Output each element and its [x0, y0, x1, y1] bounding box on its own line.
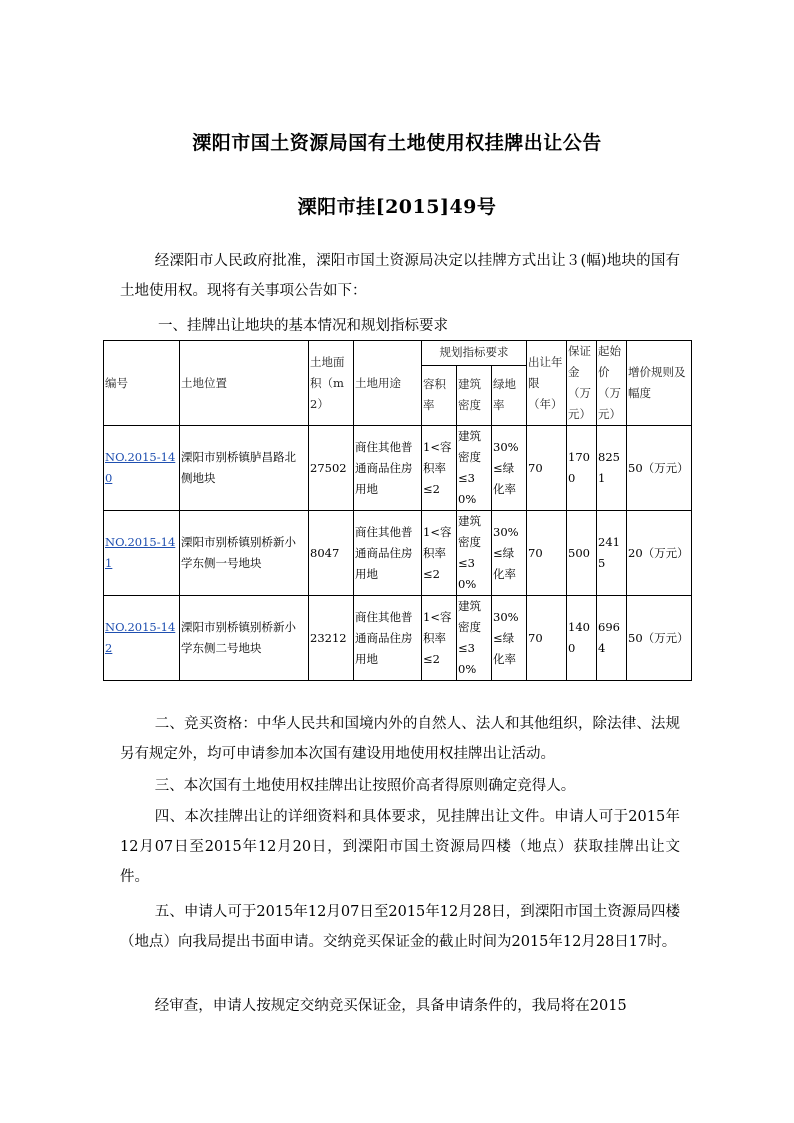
term-cell: 70 — [527, 596, 567, 681]
section-6-paragraph: 经审查，申请人按规定交纳竞买保证金，具备申请条件的，我局将在2015 — [154, 998, 627, 1014]
header-term: 出让年限（年） — [527, 341, 567, 426]
table-row — [104, 596, 692, 681]
section-1-title: 一、挂牌出让地块的基本情况和规划指标要求 — [158, 318, 448, 334]
term-cell: 70 — [527, 426, 567, 511]
parcel-code-link[interactable]: NO.2015-141 — [105, 535, 176, 570]
header-deposit: 保证金（万元） — [567, 341, 597, 426]
section-2-paragraph: 二、竞买资格：中华人民共和国境内外的自然人、法人和其他组织，除法律、法规另有规定外，均可申请参加本次国有建设用地使用权挂牌出让活动。 — [120, 716, 680, 762]
start-price-cell: 8251 — [597, 426, 627, 511]
header-increment: 增价规则及幅度 — [627, 341, 692, 426]
plot-ratio-cell: 1<容积率≤2 — [422, 511, 457, 596]
section-5-paragraph: 五、申请人可于2015年12月07日至2015年12月28日，到溧阳市国土资源局四楼（地点）向我局提出书面申请。交纳竞买保证金的截止时间为2015年12月28日17时。 — [120, 904, 680, 950]
table-row — [104, 511, 692, 596]
use-cell: 商住其他普通商品住房用地 — [354, 511, 422, 596]
start-price-cell: 6964 — [597, 596, 627, 681]
location-cell: 溧阳市别桥镇别桥新小学东侧二号地块 — [180, 596, 309, 681]
header-location: 土地位置 — [180, 341, 309, 426]
plot-ratio-cell: 1<容积率≤2 — [422, 596, 457, 681]
area-cell: 23212 — [309, 596, 354, 681]
building-density-cell: 建筑密度≤30% — [457, 426, 492, 511]
header-start-price: 起始价（万元） — [597, 341, 627, 426]
increment-cell: 50（万元） — [627, 426, 692, 511]
location-cell: 溧阳市别桥镇胪昌路北侧地块 — [180, 426, 309, 511]
parcel-code-link[interactable]: NO.2015-142 — [105, 620, 176, 655]
header-use: 土地用途 — [354, 341, 422, 426]
table-row — [104, 426, 692, 511]
parcel-code-cell — [104, 596, 180, 681]
use-cell: 商住其他普通商品住房用地 — [354, 426, 422, 511]
plot-ratio-cell: 1<容积率≤2 — [422, 426, 457, 511]
green-rate-cell: 30%≤绿化率 — [492, 426, 527, 511]
header-code: 编号 — [104, 341, 180, 426]
term-cell: 70 — [527, 511, 567, 596]
intro-paragraph: 经溧阳市人民政府批准，溧阳市国土资源局决定以挂牌方式出让３(幅)地块的国有土地使用权。现将有关事项公告如下： — [120, 253, 680, 299]
deposit-cell: 1400 — [567, 596, 597, 681]
area-cell: 8047 — [309, 511, 354, 596]
header-planning: 规划指标要求 — [422, 341, 527, 366]
parcel-code-link[interactable]: NO.2015-140 — [105, 450, 176, 485]
header-building-density: 建筑密度 — [457, 365, 492, 425]
header-plot-ratio: 容积率 — [422, 365, 457, 425]
start-price-cell: 2415 — [597, 511, 627, 596]
green-rate-cell: 30%≤绿化率 — [492, 596, 527, 681]
deposit-cell: 1700 — [567, 426, 597, 511]
land-parcel-table — [103, 340, 692, 681]
section-3-paragraph: 三、本次国有土地使用权挂牌出让按照价高者得原则确定竞得人。 — [154, 778, 576, 794]
section-4-paragraph: 四、本次挂牌出让的详细资料和具体要求，见挂牌出让文件。申请人可于2015年12月07日至2015年12月20日，到溧阳市国土资源局四楼（地点）获取挂牌出让文件。 — [120, 809, 680, 885]
area-cell: 27502 — [309, 426, 354, 511]
document-number: 溧阳市挂[2015]49号 — [297, 196, 497, 218]
increment-cell: 50（万元） — [627, 596, 692, 681]
use-cell: 商住其他普通商品住房用地 — [354, 596, 422, 681]
building-density-cell: 建筑密度≤30% — [457, 596, 492, 681]
header-green-rate: 绿地率 — [492, 365, 527, 425]
location-cell: 溧阳市别桥镇别桥新小学东侧一号地块 — [180, 511, 309, 596]
deposit-cell: 500 — [567, 511, 597, 596]
increment-cell: 20（万元） — [627, 511, 692, 596]
green-rate-cell: 30%≤绿化率 — [492, 511, 527, 596]
building-density-cell: 建筑密度≤30% — [457, 511, 492, 596]
announcement-title: 溧阳市国土资源局国有土地使用权挂牌出让公告 — [192, 132, 602, 154]
parcel-code-cell — [104, 426, 180, 511]
parcel-code-cell — [104, 511, 180, 596]
header-area: 土地面积（m2） — [309, 341, 354, 426]
